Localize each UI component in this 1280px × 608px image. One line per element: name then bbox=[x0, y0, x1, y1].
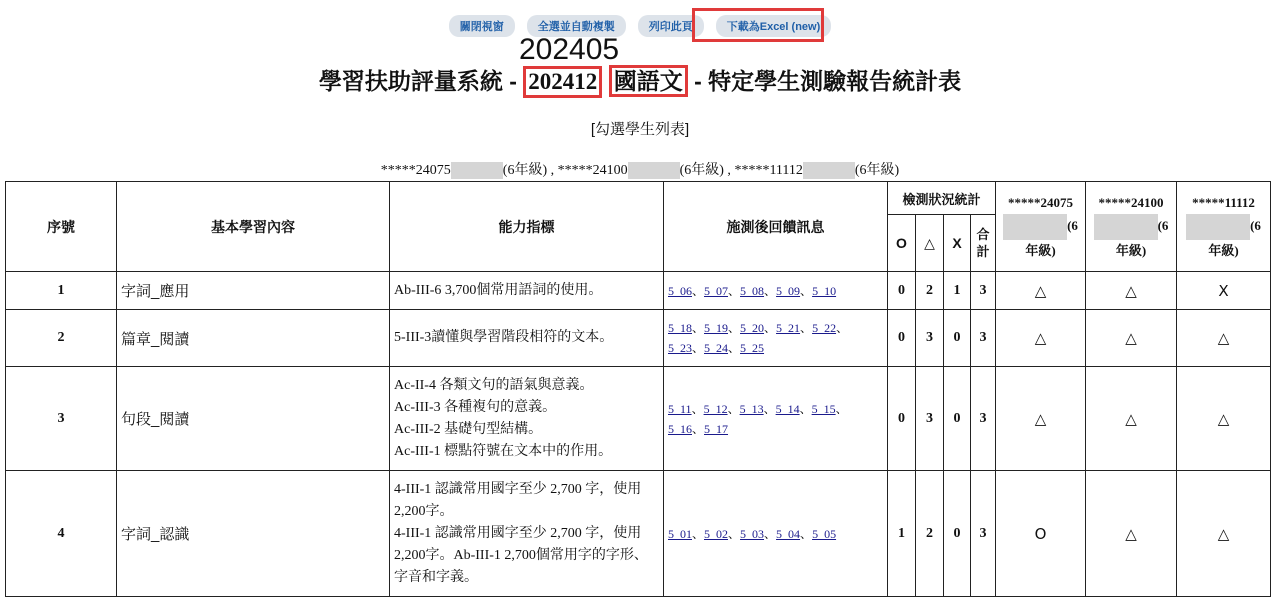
feedback-link[interactable]: 5_19 bbox=[704, 321, 729, 335]
page-title bbox=[0, 63, 1280, 98]
link-separator: 、 bbox=[691, 401, 704, 416]
feedback-link[interactable]: 5_07 bbox=[704, 283, 729, 298]
feedback-link[interactable]: 5_03 bbox=[740, 526, 765, 541]
indicator-line: Ac-III-3 各種複句的意義。 bbox=[394, 399, 557, 415]
row-feedback bbox=[664, 471, 888, 597]
row-content: 篇章_閱讀 bbox=[117, 310, 390, 367]
header-feedback: 施測後回饋訊息 bbox=[664, 182, 888, 272]
stat-x: 0 bbox=[944, 310, 971, 367]
row-seq: 4 bbox=[6, 471, 117, 597]
header-o: O bbox=[888, 215, 916, 272]
stat-total: 3 bbox=[971, 471, 996, 597]
row-content: 句段_閱讀 bbox=[117, 367, 390, 471]
student-1-grade: (6年級) , bbox=[502, 163, 558, 178]
stat-tri: 3 bbox=[916, 367, 944, 471]
header-indicator: 能力指標 bbox=[390, 182, 664, 272]
feedback-link[interactable]: 5_16 bbox=[668, 421, 692, 436]
title-subject: 國語文 bbox=[609, 65, 688, 97]
toolbar bbox=[0, 15, 1280, 37]
selected-students-link[interactable]: [勾選學生列表] bbox=[590, 121, 690, 138]
indicator-line: 4-III-1 認識常用國字至少 2,700 字，使用2,200字。 bbox=[394, 481, 642, 519]
link-separator: 、 bbox=[692, 341, 705, 355]
student-result-mark: △ bbox=[1086, 272, 1177, 310]
name-redaction bbox=[628, 162, 680, 179]
stat-total: 3 bbox=[971, 367, 996, 471]
student-result-mark: △ bbox=[1086, 471, 1177, 597]
row-indicator bbox=[390, 471, 664, 597]
link-separator: 、 bbox=[799, 401, 812, 416]
student-result-mark: X bbox=[1177, 272, 1271, 310]
feedback-link[interactable]: 5_21 bbox=[776, 321, 801, 335]
student-result-mark: △ bbox=[1086, 367, 1177, 471]
header-triangle: △ bbox=[916, 215, 944, 272]
student-result-mark: △ bbox=[1177, 310, 1271, 367]
indicator-line: 4-III-1 認識常用國字至少 2,700 字，使用2,200字。Ab-III-1 2,700個常用字的字形、字音和字義。 bbox=[394, 525, 648, 585]
link-separator: 、 bbox=[800, 283, 813, 298]
header-student-3: *****11112 (6 年級) bbox=[1177, 182, 1271, 272]
feedback-link[interactable]: 5_11 bbox=[668, 401, 692, 416]
student-result-mark: △ bbox=[996, 367, 1086, 471]
select-all-copy-button[interactable]: 全選並自動複製 bbox=[527, 15, 626, 37]
feedback-link[interactable]: 5_04 bbox=[776, 526, 801, 541]
row-indicator bbox=[390, 310, 664, 367]
stat-x: 0 bbox=[944, 367, 971, 471]
link-separator: 、 bbox=[800, 321, 813, 335]
row-seq: 1 bbox=[6, 272, 117, 310]
row-indicator bbox=[390, 367, 664, 471]
feedback-link[interactable]: 5_18 bbox=[668, 321, 692, 335]
stat-x: 0 bbox=[944, 471, 971, 597]
header-seq: 序號 bbox=[6, 182, 117, 272]
row-feedback bbox=[664, 310, 888, 367]
indicator-line: Ac-III-1 標點符號在文本中的作用。 bbox=[394, 443, 613, 459]
print-page-button[interactable]: 列印此頁 bbox=[638, 15, 704, 37]
feedback-link[interactable]: 5_09 bbox=[776, 283, 801, 298]
feedback-link[interactable]: 5_08 bbox=[740, 283, 765, 298]
feedback-link[interactable]: 5_13 bbox=[739, 401, 764, 416]
report-table bbox=[5, 181, 1271, 597]
feedback-link[interactable]: 5_01 bbox=[668, 526, 692, 541]
title-prefix: 學習扶助評量系統 - bbox=[318, 68, 524, 94]
name-redaction bbox=[1094, 214, 1158, 240]
link-separator: 、 bbox=[764, 321, 777, 335]
link-separator: 、 bbox=[764, 283, 777, 298]
header-stats: 檢測狀況統計 bbox=[888, 182, 996, 215]
indicator-line: 5-III-3讀懂與學習階段相符的文本。 bbox=[394, 330, 614, 345]
feedback-link[interactable]: 5_25 bbox=[740, 341, 765, 355]
row-content: 字詞_應用 bbox=[117, 272, 390, 310]
link-separator: 、 bbox=[692, 526, 705, 541]
stat-tri: 2 bbox=[916, 272, 944, 310]
feedback-link[interactable]: 5_22 bbox=[812, 321, 837, 335]
student-result-mark: △ bbox=[1177, 471, 1271, 597]
link-separator: 、 bbox=[728, 341, 741, 355]
link-separator: 、 bbox=[836, 321, 849, 335]
student-summary-line bbox=[0, 159, 1280, 179]
link-separator: 、 bbox=[800, 526, 813, 541]
student-result-mark: △ bbox=[1086, 310, 1177, 367]
stat-o: 0 bbox=[888, 367, 916, 471]
row-seq: 3 bbox=[6, 367, 117, 471]
student-result-mark: △ bbox=[996, 310, 1086, 367]
close-window-button[interactable]: 關閉視窗 bbox=[449, 15, 515, 37]
indicator-line: Ac-III-2 基礎句型結構。 bbox=[394, 421, 543, 437]
feedback-link[interactable]: 5_12 bbox=[703, 401, 728, 416]
row-content: 字詞_認識 bbox=[117, 471, 390, 597]
link-separator: 、 bbox=[692, 283, 705, 298]
stat-tri: 2 bbox=[916, 471, 944, 597]
stat-x: 1 bbox=[944, 272, 971, 310]
header-content: 基本學習內容 bbox=[117, 182, 390, 272]
download-excel-button[interactable]: 下載為Excel (new) bbox=[716, 15, 832, 37]
row-feedback bbox=[664, 367, 888, 471]
indicator-line: Ac-II-4 各類文句的語氣與意義。 bbox=[394, 377, 594, 393]
link-separator: 、 bbox=[728, 283, 741, 298]
link-separator: 、 bbox=[763, 401, 776, 416]
stat-tri: 3 bbox=[916, 310, 944, 367]
name-redaction bbox=[803, 162, 855, 179]
header-student-2: *****24100 (6 年級) bbox=[1086, 182, 1177, 272]
feedback-link[interactable]: 5_23 bbox=[668, 341, 692, 355]
stat-total: 3 bbox=[971, 310, 996, 367]
feedback-link[interactable]: 5_17 bbox=[704, 421, 729, 436]
header-x: X bbox=[944, 215, 971, 272]
stat-o: 1 bbox=[888, 471, 916, 597]
header-student-1: *****24075 (6 年級) bbox=[996, 182, 1086, 272]
student-1-id: *****24075 bbox=[380, 163, 451, 178]
stat-o: 0 bbox=[888, 272, 916, 310]
table-row bbox=[6, 367, 1271, 471]
student-2-id: *****24100 bbox=[557, 163, 628, 178]
title-period: 202412 bbox=[523, 66, 602, 98]
feedback-link[interactable]: 5_02 bbox=[704, 526, 729, 541]
link-separator: 、 bbox=[692, 421, 705, 436]
header-total: 合計 bbox=[971, 215, 996, 272]
title-suffix: - 特定學生測驗報告統計表 bbox=[694, 68, 962, 94]
student-2-grade: (6年級) , bbox=[679, 163, 735, 178]
link-separator: 、 bbox=[728, 526, 741, 541]
name-redaction bbox=[1003, 214, 1067, 240]
row-feedback bbox=[664, 272, 888, 310]
feedback-link[interactable]: 5_14 bbox=[775, 401, 800, 416]
table-row bbox=[6, 310, 1271, 367]
feedback-link[interactable]: 5_15 bbox=[811, 401, 836, 416]
row-seq: 2 bbox=[6, 310, 117, 367]
stat-o: 0 bbox=[888, 310, 916, 367]
overlay-period-annotation: 202405 bbox=[519, 33, 620, 66]
feedback-link[interactable]: 5_10 bbox=[812, 283, 837, 298]
feedback-link[interactable]: 5_06 bbox=[668, 283, 692, 298]
student-result-mark: △ bbox=[996, 272, 1086, 310]
name-redaction bbox=[1186, 214, 1250, 240]
link-separator: 、 bbox=[764, 526, 777, 541]
student-result-mark: △ bbox=[1177, 367, 1271, 471]
table-row bbox=[6, 471, 1271, 597]
name-redaction bbox=[451, 162, 503, 179]
table-row bbox=[6, 272, 1271, 310]
indicator-line: Ab-III-6 3,700個常用語詞的使用。 bbox=[394, 282, 603, 298]
link-separator: 、 bbox=[728, 321, 741, 335]
student-3-grade: (6年級) bbox=[854, 163, 900, 178]
link-separator: 、 bbox=[835, 401, 848, 416]
feedback-link[interactable]: 5_05 bbox=[812, 526, 837, 541]
link-separator: 、 bbox=[727, 401, 740, 416]
feedback-link[interactable]: 5_20 bbox=[740, 321, 765, 335]
stat-total: 3 bbox=[971, 272, 996, 310]
feedback-link[interactable]: 5_24 bbox=[704, 341, 729, 355]
link-separator: 、 bbox=[692, 321, 705, 335]
student-result-mark: O bbox=[996, 471, 1086, 597]
row-indicator bbox=[390, 272, 664, 310]
excel-highlight-box bbox=[692, 8, 824, 42]
student-3-id: *****11112 bbox=[734, 163, 803, 178]
